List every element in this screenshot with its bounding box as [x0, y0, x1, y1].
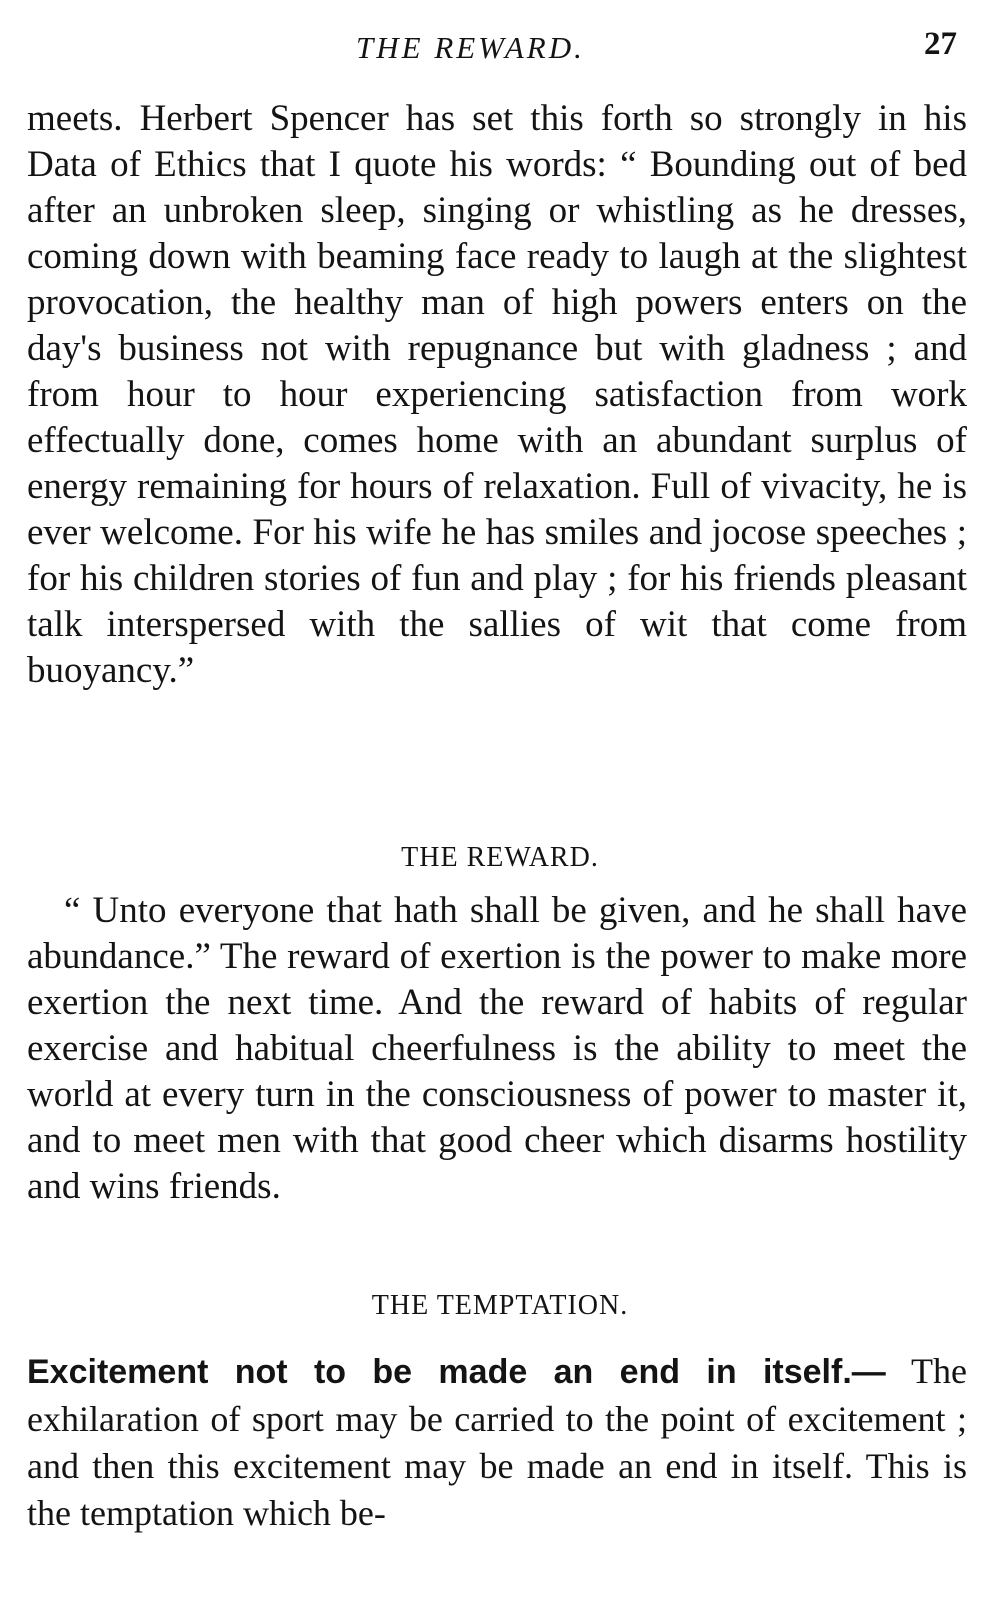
- running-title: THE REWARD.: [356, 30, 585, 65]
- section-heading-reward: THE REWARD.: [401, 842, 599, 873]
- run-in-heading: Excitement not to be made an end in itself.—: [27, 1353, 886, 1391]
- paragraph-reward: “ Unto everyone that hath shall be given, and he shall have abundance.” The reward of exertion is the power to make more exertion the next time. And the reward of habits of regular exercise and habitual cheerfulness is the ability to meet the world at every turn in the consciousness of power to master it, and to meet men with that good cheer which disarms hostility and wins friends.: [27, 890, 967, 1207]
- paragraph-spencer-quote: meets. Herbert Spencer has set this forth so strongly in his Data of Ethics that I quote his words: “ Bounding out of bed after an unbroken sleep, singing or whistling as he dresses, coming down with beaming face ready to laugh at the slightest provocation, the healthy man of high powers enters on the day's business not with repugnance but with gladness ; and from hour to hour experiencing satisfaction from work effectually done, comes home with an abundant surplus of energy remaining for hours of relaxation. Full of vivacity, he is ever welcome. For his wife he has smiles and jocose speeches ; for his children stories of fun and play ; for his friends pleasant talk interspersed with the sallies of wit that come from buoyancy.”: [27, 98, 967, 691]
- section-heading-temptation: THE TEMPTATION.: [371, 1290, 629, 1321]
- paragraph-temptation: [27, 1348, 967, 1537]
- running-header: [0, 22, 1000, 72]
- paragraph-temptation-text: The exhilaration of sport may be carried to the point of excitement ; and then this excitement may be made an end in itself. This is the temptation which be-: [27, 1351, 968, 1533]
- page-number: 27: [924, 26, 957, 62]
